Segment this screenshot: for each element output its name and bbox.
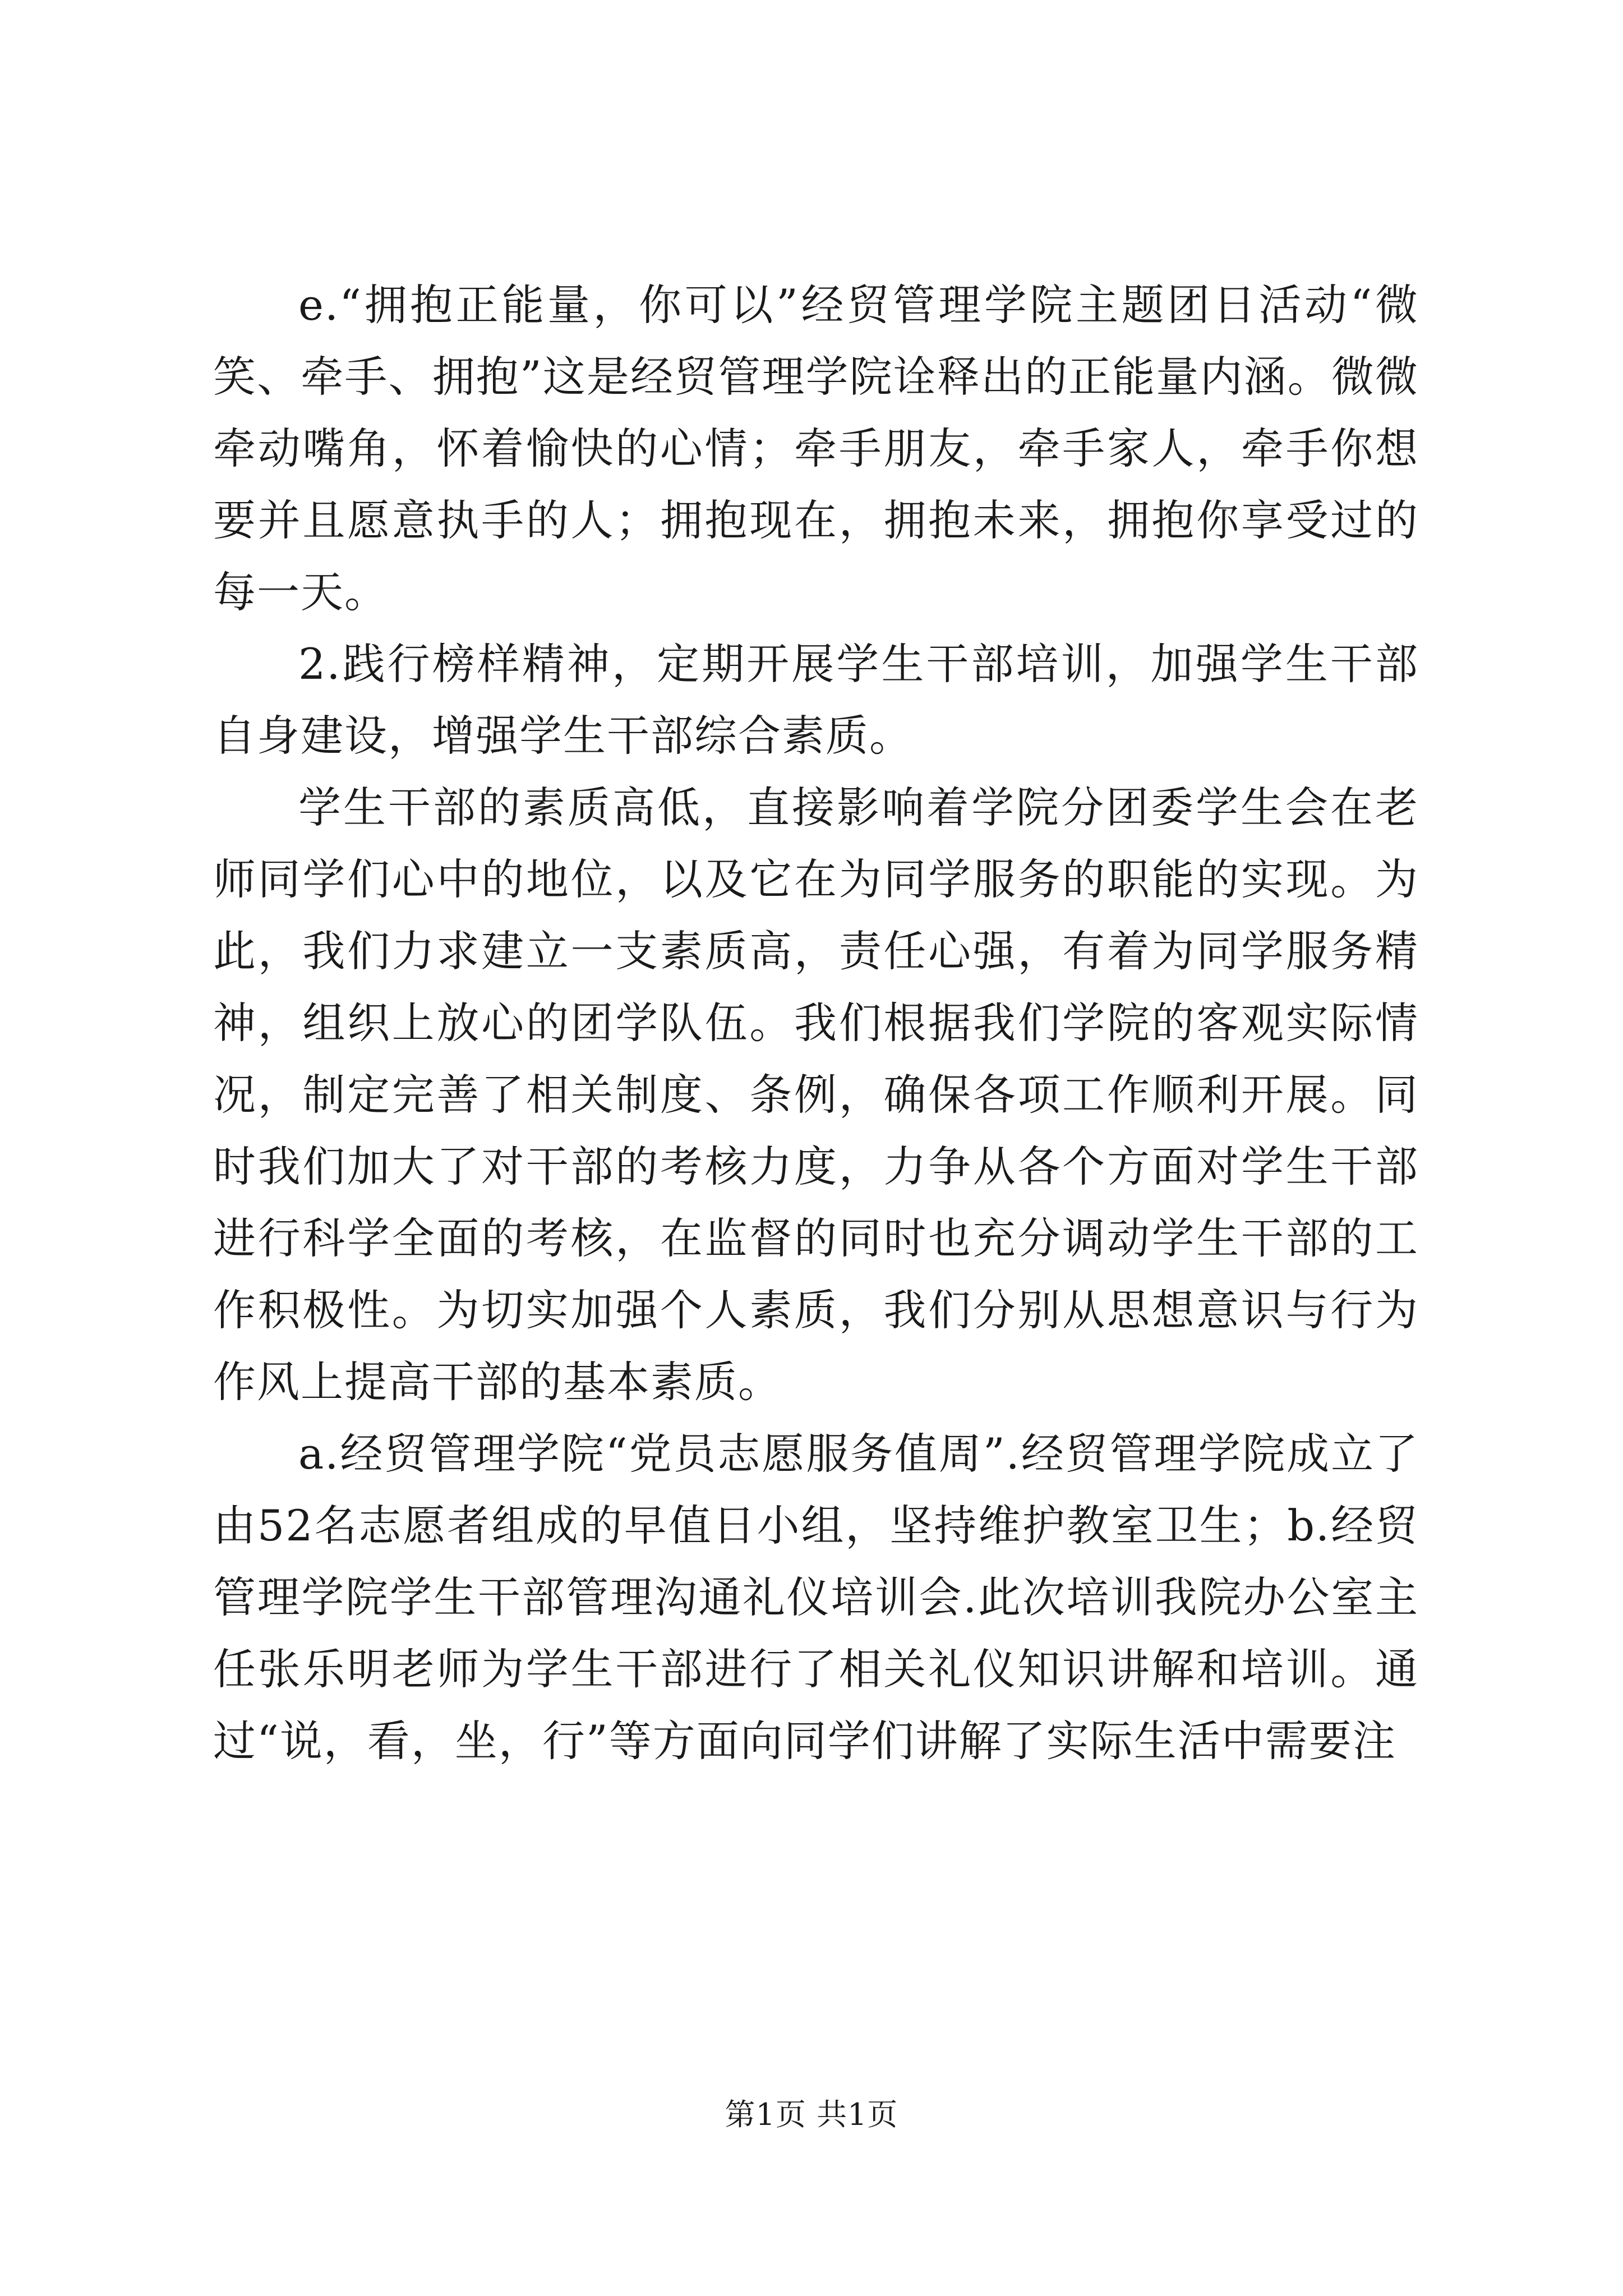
- paragraph-section-2-heading: 2.践行榜样精神，定期开展学生干部培训，加强学生干部自身建设，增强学生干部综合素质。: [213, 639, 1419, 761]
- document-body: [213, 269, 1419, 1777]
- paragraph-activities-a-b: a.经贸管理学院“党员志愿服务值周”.经贸管理学院成立了由52名志愿者组成的早值日小组，坚持维护教室卫生；b.经贸管理学院学生干部管理沟通礼仪培训会.此次培训我院办公室主任张乐明老师为学生干部进行了相关礼仪知识讲解和培训。通过“说，看，坐，行”等方面向同学们讲解了实际生活中需要注: [213, 1429, 1419, 1766]
- paragraph-cadre-quality: 学生干部的素质高低，直接影响着学院分团委学生会在老师同学们心中的地位，以及它在为同学服务的职能的实现。为此，我们力求建立一支素质高，责任心强，有着为同学服务精神，组织上放心的团学队伍。我们根据我们学院的客观实际情况，制定完善了相关制度、条例，确保各项工作顺利开展。同时我们加大了对干部的考核力度，力争从各个方面对学生干部进行科学全面的考核，在监督的同时也充分调动学生干部的工作积极性。为切实加强个人素质，我们分别从思想意识与行为作风上提高干部的基本素质。: [213, 783, 1419, 1407]
- paragraph-activity-e: e.“拥抱正能量，你可以”经贸管理学院主题团日活动“微笑、牵手、拥抱”这是经贸管理学院诠释出的正能量内涵。微微牵动嘴角，怀着愉快的心情；牵手朋友，牵手家人，牵手你想要并且愿意执手的人；拥抱现在，拥抱未来，拥抱你享受过的每一天。: [213, 280, 1419, 617]
- page-footer: 第1页 共1页: [725, 2097, 898, 2132]
